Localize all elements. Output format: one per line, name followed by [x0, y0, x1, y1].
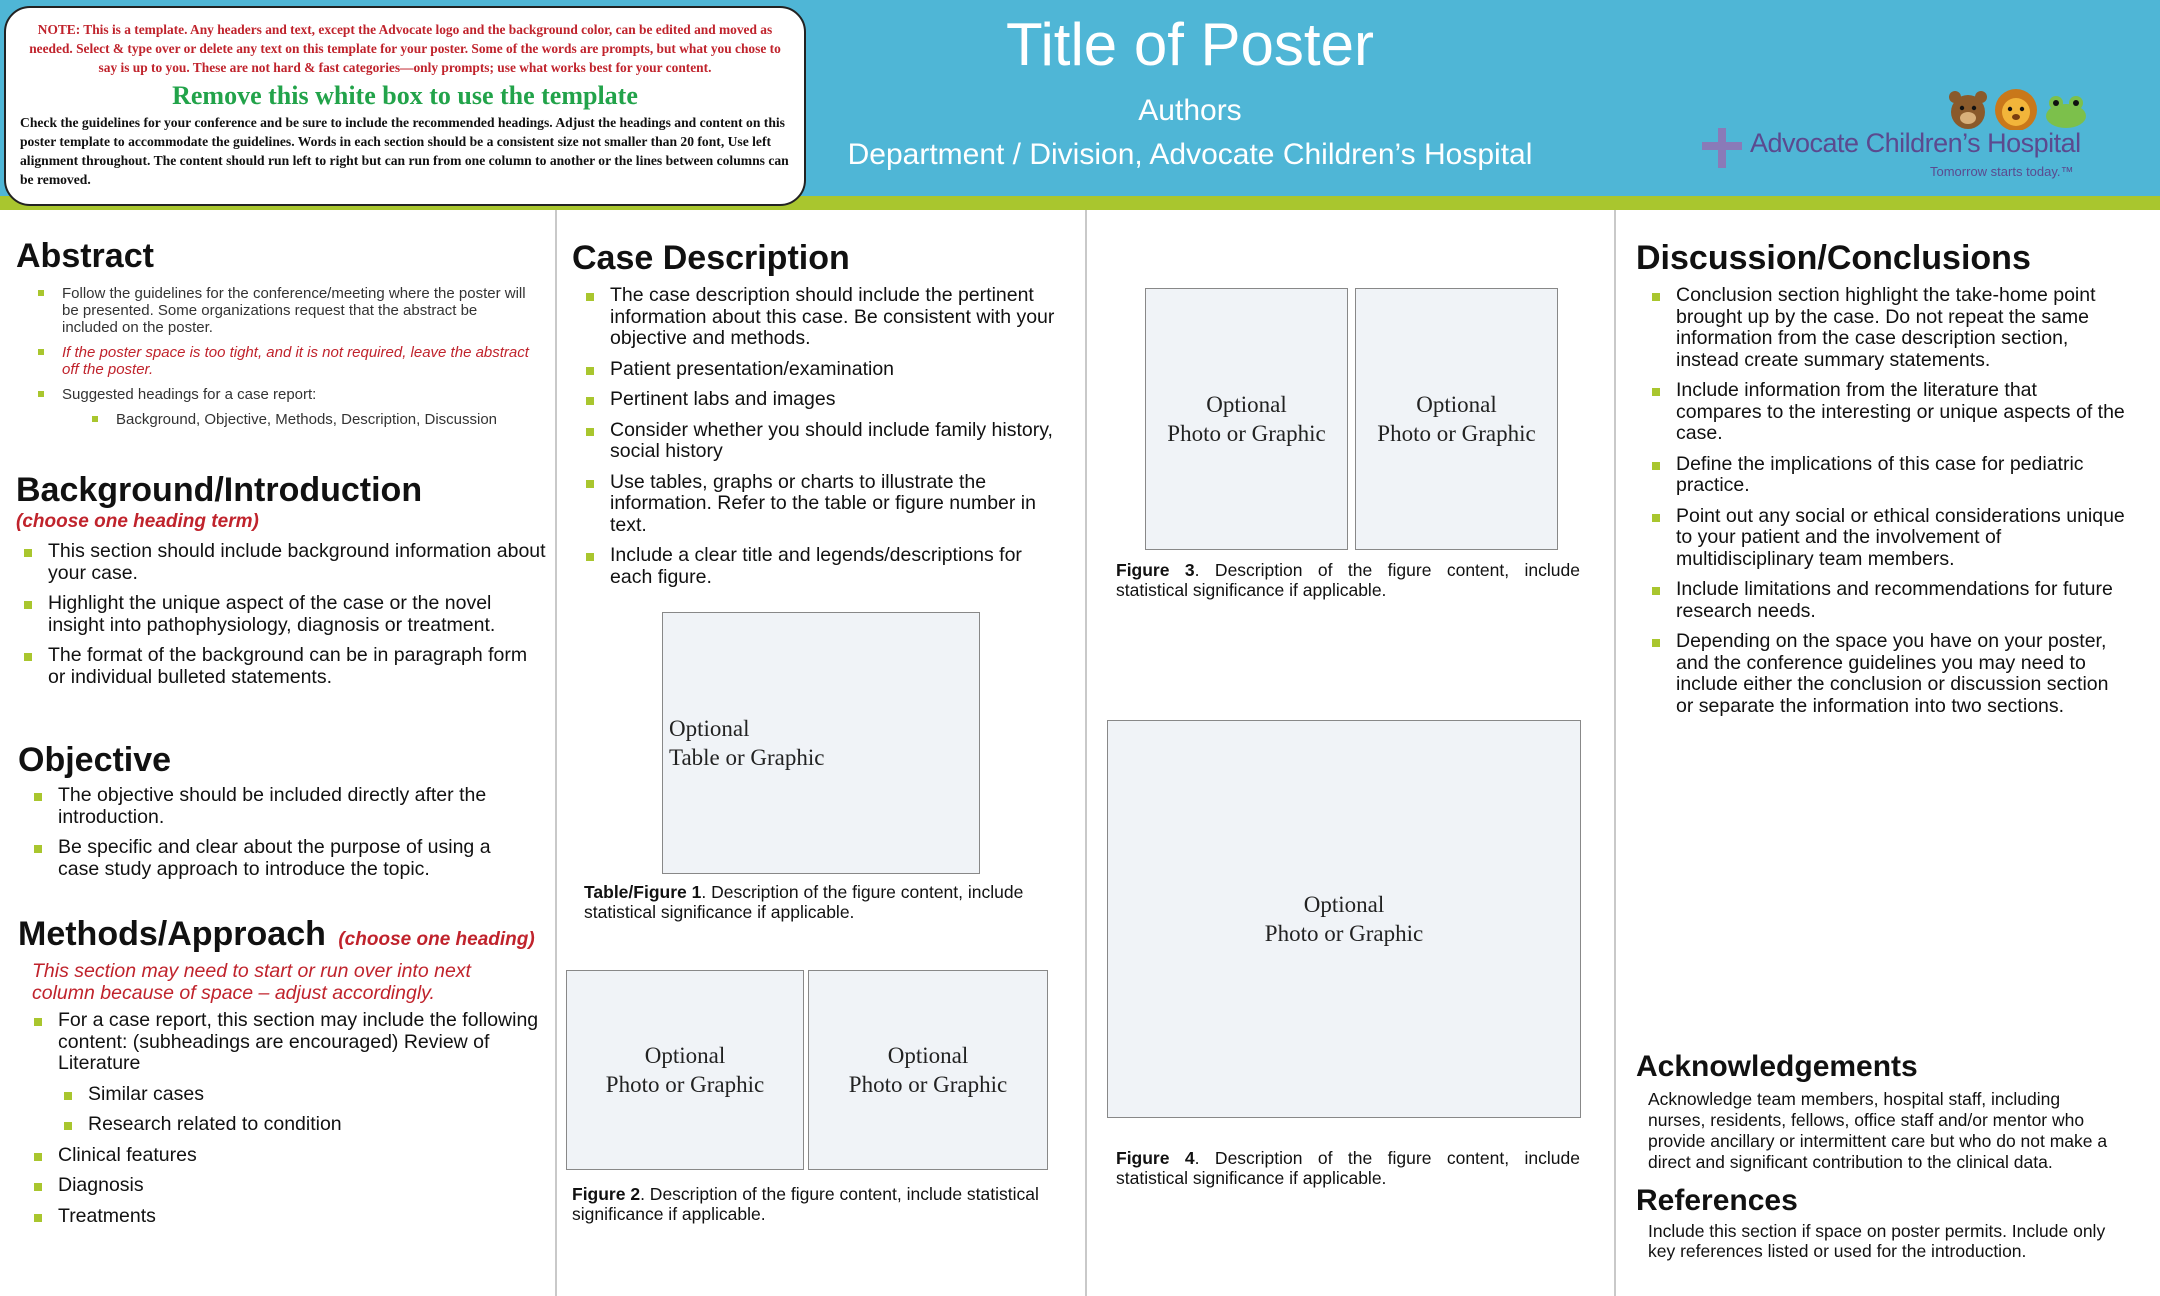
photo-line2: Photo or Graphic: [1377, 421, 1536, 446]
column-2: [570, 210, 1070, 1296]
photo-line2: Photo or Graphic: [1167, 421, 1326, 446]
template-note-green-text: Remove this white box to use the template: [172, 81, 638, 110]
poster-title[interactable]: Title of Poster: [1006, 11, 1374, 78]
objective-list: [26, 785, 518, 880]
column-divider: [1614, 210, 1616, 1296]
methods-section: [18, 916, 548, 1236]
acknowledgements-text[interactable]: Acknowledge team members, hospital staff, including nurses, residents, fellows, office staff and/or mentor who provide ancillary or intermittent care but who do not make a direct and significant contribution to the clinical data.: [1648, 1089, 2108, 1172]
case-list: [578, 285, 1062, 588]
figure-4-label: Figure 4: [1116, 1148, 1195, 1168]
list-item[interactable]: Research related to condition: [56, 1114, 548, 1136]
figure-1-placeholder[interactable]: [662, 612, 980, 874]
references-heading[interactable]: References: [1636, 1184, 1798, 1217]
template-note-guidelines-text: Check the guidelines for your conference and be sure to include the recommended headings. Adjust the headings and content on this poster template to accommodate the guidelines. Words in each section should be a consistent size not smaller than 20 font, Use left alignment throughout. The content should run left to right but can run from one column to another or the lines between columns can be removed.: [20, 115, 789, 187]
methods-list: [26, 1010, 548, 1075]
photo-line1: Optional: [1206, 392, 1287, 417]
abstract-section: [16, 238, 536, 436]
abstract-sub-list: [84, 411, 536, 428]
methods-heading[interactable]: Methods/Approach: [18, 915, 326, 953]
figure-2-caption: [572, 1184, 1042, 1224]
figure-3-caption: [1116, 560, 1580, 600]
photo-line2: Photo or Graphic: [1264, 921, 1424, 946]
photo-line2: Photo or Graphic: [848, 1072, 1008, 1097]
mascot-animals-icon: [1944, 86, 2094, 130]
list-item[interactable]: The case description should include the pertinent information about this case. Be consistent with your objective and methods.: [578, 285, 1062, 350]
list-item[interactable]: Clinical features: [26, 1145, 548, 1167]
list-item[interactable]: Include a clear title and legends/descriptions for each figure.: [578, 545, 1062, 588]
methods-heading-note: (choose one heading): [338, 929, 535, 950]
list-item[interactable]: Be specific and clear about the purpose of using a case study approach to introduce the topic.: [26, 837, 518, 880]
list-item[interactable]: Diagnosis: [26, 1175, 548, 1197]
column-3: [1100, 210, 1600, 1296]
column-divider: [1085, 210, 1087, 1296]
list-item[interactable]: Use tables, graphs or charts to illustrate the information. Refer to the table or figure number in text.: [578, 472, 1062, 537]
figure-3a-placeholder[interactable]: [1145, 288, 1348, 550]
photo-line1: Optional: [1303, 892, 1385, 917]
figure-1-label: Table/Figure 1: [584, 882, 702, 902]
references-text[interactable]: Include this section if space on poster permits. Include only key references listed or used for the introduction.: [1648, 1221, 2106, 1261]
list-item[interactable]: Background, Objective, Methods, Description, Discussion: [84, 411, 536, 428]
list-item[interactable]: If the poster space is too tight, and it is not required, leave the abstract off the poster.: [30, 344, 536, 378]
column-1: [16, 210, 546, 1296]
figure-4-caption-text: . Description of the figure content, include statistical significance if applicable.: [1116, 1148, 1580, 1188]
list-item[interactable]: Treatments: [26, 1206, 548, 1228]
figure-1-line2: Table or Graphic: [669, 745, 825, 770]
list-item[interactable]: The objective should be included directly after the introduction.: [26, 785, 518, 828]
discussion-section: [1636, 240, 2126, 726]
figure-3-caption-text: . Description of the figure content, include statistical significance if applicable.: [1116, 560, 1580, 600]
list-item[interactable]: Point out any social or ethical considerations unique to your patient and the involvement of multidisciplinary team members.: [1644, 506, 2126, 571]
background-heading-note: (choose one heading term): [16, 511, 259, 533]
methods-red-note: This section may need to start or run over into next column because of space – adjust accordingly.: [32, 960, 471, 1004]
objective-section: [18, 742, 518, 889]
photo-line2: Photo or Graphic: [605, 1072, 765, 1097]
list-item[interactable]: The format of the background can be in paragraph form or individual bulleted statements.: [16, 645, 546, 688]
acknowledgements-section: [1636, 1050, 2136, 1173]
list-item[interactable]: Depending on the space you have on your poster, and the conference guidelines you may need to include either the conclusion or discussion section or separate the information into two sections.: [1644, 631, 2126, 717]
list-item[interactable]: This section should include background information about your case.: [16, 541, 546, 584]
background-list: [16, 541, 546, 688]
column-divider: [555, 210, 557, 1296]
abstract-heading[interactable]: Abstract: [16, 237, 154, 275]
list-item[interactable]: Similar cases: [56, 1084, 548, 1106]
list-item[interactable]: Include information from the literature that compares to the interesting or unique aspects of the case.: [1644, 380, 2126, 445]
figure-2-label: Figure 2: [572, 1184, 641, 1204]
template-note-red-text: NOTE: This is a template. Any headers and text, except the Advocate logo and the background color, can be edited and moved as needed. Select & type over or delete any text on this template for your poster. Some of the words are prompts, but what you chose to say is up to you. These are not hard & fast categories—only prompts; use what works best for your content.: [29, 22, 781, 75]
figure-1-caption: [584, 882, 1064, 922]
template-note-box[interactable]: [4, 6, 806, 206]
list-item[interactable]: Highlight the unique aspect of the case or the novel insight into pathophysiology, diagnosis or treatment.: [16, 593, 546, 636]
abstract-list: [30, 285, 536, 403]
objective-heading[interactable]: Objective: [18, 741, 172, 779]
list-item[interactable]: Consider whether you should include family history, social history: [578, 420, 1062, 463]
acknowledgements-heading[interactable]: Acknowledgements: [1636, 1050, 1918, 1083]
methods-list-2: [26, 1145, 548, 1228]
discussion-heading[interactable]: Discussion/Conclusions: [1636, 239, 2031, 277]
background-heading[interactable]: Background/Introduction: [16, 471, 423, 509]
poster-authors[interactable]: Authors: [1138, 94, 1242, 127]
list-item[interactable]: For a case report, this section may include the following content: (subheadings are encouraged) Review of Literature: [26, 1010, 548, 1075]
background-section: [16, 472, 546, 697]
list-item[interactable]: Follow the guidelines for the conference/meeting where the poster will be presented. Some organizations request that the abstract be included on the poster.: [30, 285, 536, 336]
logo-name: Advocate Children’s Hospital: [1750, 128, 2081, 158]
photo-line1: Optional: [1416, 392, 1497, 417]
figure-2-caption-text: . Description of the figure content, include statistical significance if applicable.: [572, 1184, 1039, 1224]
methods-sub-list: [56, 1084, 548, 1136]
figure-4-placeholder[interactable]: [1107, 720, 1581, 1118]
logo-tagline: Tomorrow starts today.™: [1930, 164, 2074, 179]
figure-2b-placeholder[interactable]: [808, 970, 1048, 1170]
figure-2a-placeholder[interactable]: [566, 970, 804, 1170]
figure-1-caption-text: . Description of the figure content, include statistical significance if applicable.: [584, 882, 1024, 922]
case-section: [572, 240, 1062, 597]
photo-line1: Optional: [644, 1043, 726, 1068]
cross-icon: [1702, 128, 1742, 168]
list-item[interactable]: Pertinent labs and images: [578, 389, 1062, 411]
list-item[interactable]: Suggested headings for a case report:: [30, 386, 536, 403]
figure-3-label: Figure 3: [1116, 560, 1195, 580]
list-item[interactable]: Conclusion section highlight the take-home point brought up by the case. Do not repeat the same information from the case description section, instead create summary statements.: [1644, 285, 2126, 371]
advocate-logo: [1700, 86, 2100, 182]
poster-department[interactable]: Department / Division, Advocate Children’s Hospital: [847, 138, 1533, 171]
figure-1-line1: Optional: [669, 716, 750, 741]
figure-3b-placeholder[interactable]: [1355, 288, 1558, 550]
list-item[interactable]: Patient presentation/examination: [578, 359, 1062, 381]
figure-4-caption: [1116, 1148, 1580, 1188]
discussion-list: [1644, 285, 2126, 717]
references-section: [1636, 1184, 2136, 1261]
case-heading[interactable]: Case Description: [572, 239, 850, 277]
photo-line1: Optional: [887, 1043, 969, 1068]
column-4: [1636, 210, 2146, 1296]
list-item[interactable]: Include limitations and recommendations for future research needs.: [1644, 579, 2126, 622]
list-item[interactable]: Define the implications of this case for pediatric practice.: [1644, 454, 2126, 497]
